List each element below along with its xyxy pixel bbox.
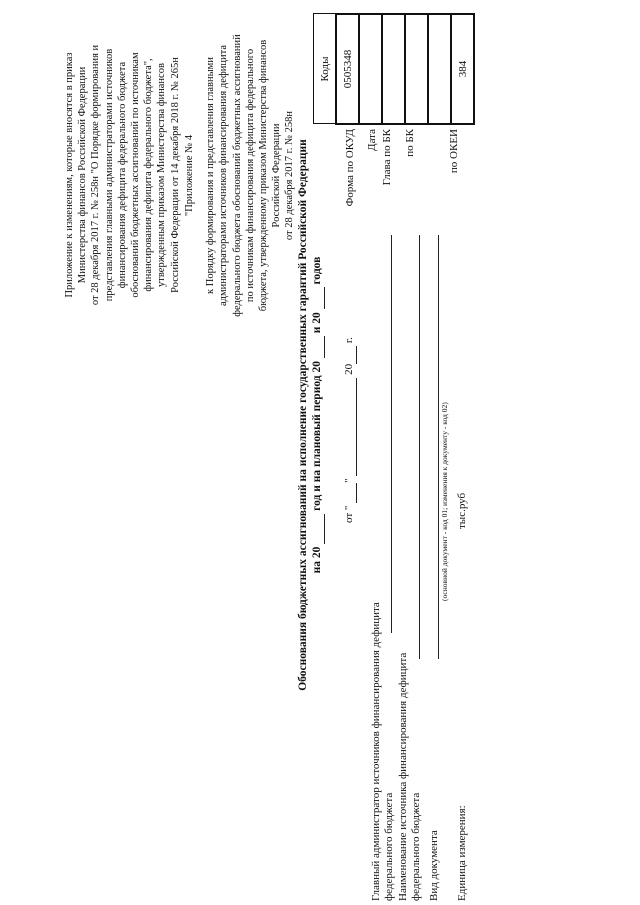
amendment-note-line: финансирования дефицита федерального бюджета bbox=[116, 61, 128, 289]
code-date-value bbox=[359, 14, 382, 124]
title-year-mid: год и на плановый период 20 bbox=[311, 361, 323, 511]
date-year-prefix: 20 bbox=[343, 363, 355, 375]
title-year-prefix: на 20 bbox=[311, 546, 323, 574]
amendment-note-line: финансирования дефицита федерального бюджета", bbox=[143, 58, 155, 292]
codes-header: Коды bbox=[314, 14, 337, 124]
chief-admin-label bbox=[370, 541, 396, 901]
date-quote: " bbox=[343, 478, 355, 483]
doc-type-value-line bbox=[438, 235, 439, 659]
amendment-note-line: от 28 декабря 2017 г. № 258н "О Порядке формирования и bbox=[90, 44, 102, 306]
source-name-value-line bbox=[419, 235, 420, 659]
amendment-note-line: Министерства финансов Российской Федерации bbox=[77, 66, 89, 284]
year-blank bbox=[343, 346, 357, 364]
date-year-suffix: г. bbox=[343, 337, 355, 344]
unit-label: Единица измерения: bbox=[456, 805, 468, 901]
amendment-note-line: обоснований бюджетных ассигнований по источникам bbox=[130, 52, 142, 298]
appendix-line: бюджета, утвержденному приказом Министерства финансов bbox=[258, 39, 270, 312]
unit-value: тыс.руб bbox=[456, 492, 468, 529]
code-label-date: Дата bbox=[366, 129, 378, 151]
amendment-note-line: Приложение к изменениям, которые вносятся в приказ bbox=[64, 52, 75, 298]
doc-type-label: Вид документа bbox=[428, 830, 440, 901]
code-bk-value bbox=[405, 14, 428, 124]
code-label-bk: по БК bbox=[404, 129, 416, 157]
appendix-line: федерального бюджета обоснований бюджетных ассигнований bbox=[231, 34, 243, 317]
month-blank bbox=[343, 378, 357, 476]
year-blank bbox=[310, 336, 325, 358]
source-name-line-1: Наименование источника финансирования дефицита bbox=[397, 652, 409, 901]
code-okei-value: 384 bbox=[451, 14, 474, 124]
appendix-line: по источникам финансирования дефицита федерального bbox=[244, 48, 256, 303]
codes-table bbox=[313, 13, 475, 125]
code-label-okud: Форма по ОКУД bbox=[344, 129, 356, 207]
code-doc-type-value bbox=[428, 14, 451, 124]
chief-admin-value-line bbox=[391, 235, 392, 633]
code-label-okei: по ОКЕИ bbox=[448, 129, 460, 174]
amendment-note-line: представления главными администраторами источников bbox=[103, 48, 115, 302]
appendix-line: администраторами источников финансирования дефицита bbox=[218, 44, 230, 307]
amendment-note-line: утвержденным приказом Министерства финансов bbox=[156, 63, 168, 287]
appendix-line: Российской Федерации bbox=[271, 123, 283, 228]
date-line bbox=[343, 223, 357, 523]
doc-type-hint: (основной документ - код 01; изменения к документу - код 02) bbox=[440, 402, 449, 601]
chief-admin-line-2: федерального бюджета bbox=[383, 792, 395, 901]
year-blank bbox=[310, 287, 325, 309]
code-glava-bk-value bbox=[382, 14, 405, 124]
amendment-note bbox=[63, 5, 182, 345]
amendment-note-line: Российской Федерации от 14 декабря 2018 г. № 265н bbox=[169, 57, 181, 293]
appendix-block bbox=[183, 8, 297, 343]
appendix-line: от 28 декабря 2017 г. № 258н bbox=[284, 110, 296, 241]
code-label-glava-bk: Глава по БК bbox=[381, 129, 393, 186]
chief-admin-line-1: Главный администратор источников финансирования дефицита bbox=[370, 602, 382, 901]
appendix-line: к Порядку формирования и представления главными bbox=[205, 57, 217, 294]
appendix-number: "Приложение № 4 bbox=[184, 134, 195, 217]
day-blank bbox=[343, 483, 357, 503]
code-okud-value: 0505348 bbox=[336, 14, 359, 124]
source-name-line-2: федерального бюджета bbox=[410, 792, 422, 901]
title-year-and: и 20 bbox=[311, 312, 323, 334]
title-year-suffix: годов bbox=[311, 256, 323, 285]
title-line-2 bbox=[310, 115, 325, 715]
year-blank bbox=[310, 514, 325, 544]
date-from: от " bbox=[343, 505, 355, 523]
document-title bbox=[296, 115, 325, 715]
title-line-1: Обоснования бюджетных ассигнований на исполнение государственных гарантий Российской Федерации bbox=[297, 139, 309, 691]
